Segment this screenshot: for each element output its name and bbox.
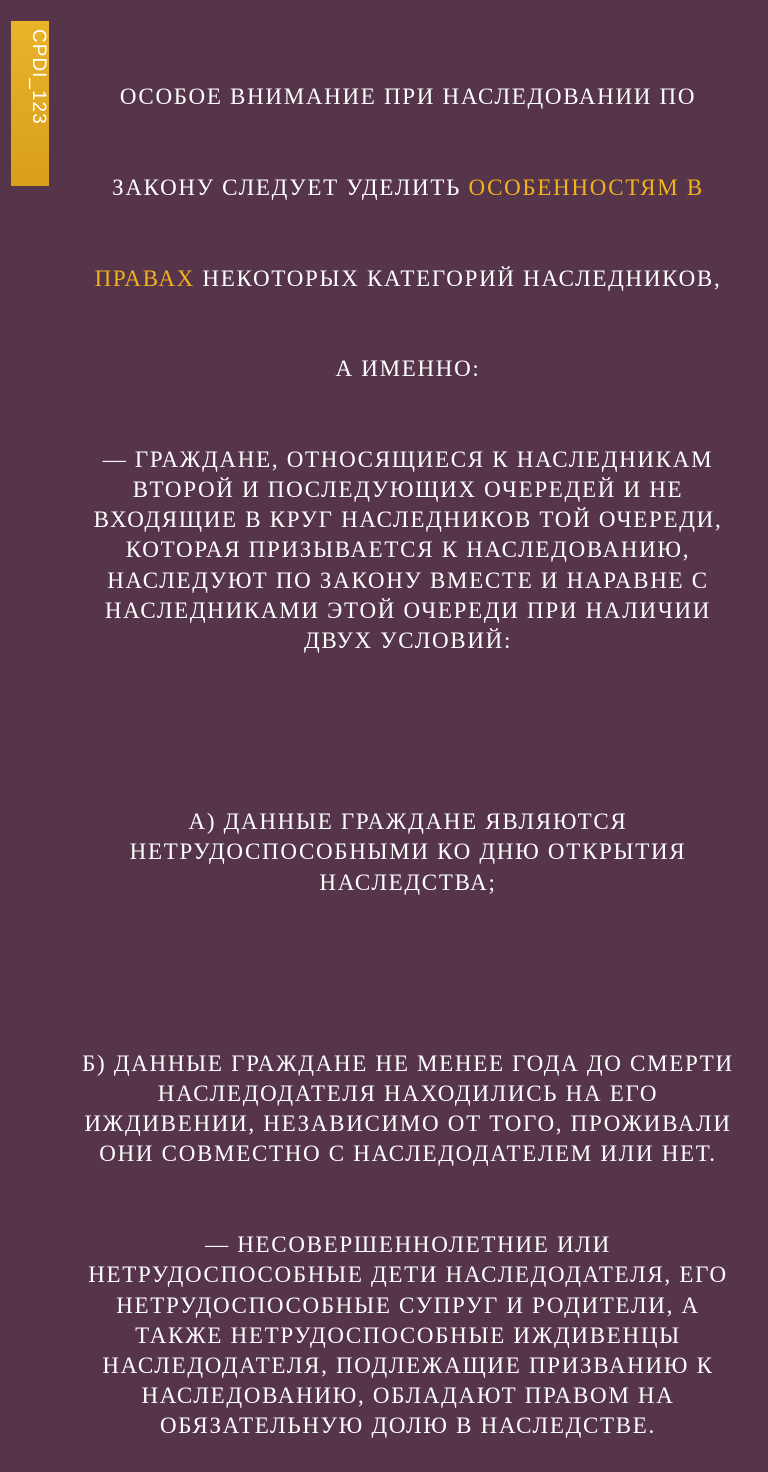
spacer (70, 717, 746, 747)
intro-line-2 (70, 173, 746, 203)
intro-line-3 (70, 264, 746, 294)
paragraph-condition-b: Б) ДАННЫЕ ГРАЖДАНЕ НЕ МЕНЕЕ ГОДА ДО СМЕРТИ НАСЛЕДОДАТЕЛЯ НАХОДИЛИСЬ НА ЕГО ИЖДИВЕНИИ, НЕЗАВИСИМО ОТ ТОГО, ПРОЖИВАЛИ ОНИ СОВМЕСТНО С НАСЛЕДОДАТЕЛЕМ ИЛИ НЕТ. (82, 1050, 742, 1167)
paragraph-relatives: — ГРАЖДАНЕ, ОТНОСЯЩИЕСЯ К НАСЛЕДНИКАМ ВТОРОЙ И ПОСЛЕДУЮЩИХ ОЧЕРЕДЕЙ И НЕ ВХОДЯЩИЕ В КРУГ НАСЛЕДНИКОВ ТОЙ ОЧЕРЕДИ, КОТОРАЯ ПРИЗЫВАЕТСЯ К НАСЛЕДОВАНИЮ, НАСЛЕДУЮТ ПО ЗАКОНУ ВМЕСТЕ И НАРАВНЕ С НАСЛЕДНИКАМИ ЭТОЙ ОЧЕРЕДИ ПРИ НАЛИЧИИ ДВУХ УСЛОВИЙ: (93, 446, 730, 654)
spacer (70, 958, 746, 988)
main-text-block (70, 22, 746, 1472)
intro-line-2-text: ЗАКОНУ СЛЕДУЕТ УДЕЛИТЬ (112, 175, 469, 201)
paragraph-condition-a: А) ДАННЫЕ ГРАЖДАНЕ ЯВЛЯЮТСЯ НЕТРУДОСПОСОБНЫМИ КО ДНЮ ОТКРЫТИЯ НАСЛЕДСТВА; (129, 809, 694, 895)
tag-label: CPDI_123 (28, 29, 49, 125)
intro-line-4: А ИМЕННО: (335, 356, 481, 382)
highlight-text-1: ОСОБЕННОСТЯМ В (468, 175, 704, 201)
highlight-text-2: ПРАВАХ (94, 265, 195, 291)
paragraph-obligatory-share: — НЕСОВЕРШЕННОЛЕТНИЕ ИЛИ НЕТРУДОСПОСОБНЫЕ ДЕТИ НАСЛЕДОДАТЕЛЯ, ЕГО НЕТРУДОСПОСОБНЫЕ СУПРУГ И РОДИТЕЛИ, А ТАКЖЕ НЕТРУДОСПОСОБНЫЕ ИЖДИВЕНЦЫ НАСЛЕДОДАТЕЛЯ, ПОДЛЕЖАЩИЕ ПРИЗВАНИЮ К НАСЛЕДОВАНИЮ, ОБЛАДАЮТ ПРАВОМ НА ОБЯЗАТЕЛЬНУЮ ДОЛЮ В НАСЛЕДСТВЕ. (88, 1232, 736, 1439)
intro-line-1: ОСОБОЕ ВНИМАНИЕ ПРИ НАСЛЕДОВАНИИ ПО (119, 84, 697, 110)
vertical-tag (11, 21, 49, 186)
intro-line-3-text: НЕКОТОРЫХ КАТЕГОРИЙ НАСЛЕДНИКОВ, (194, 265, 722, 291)
